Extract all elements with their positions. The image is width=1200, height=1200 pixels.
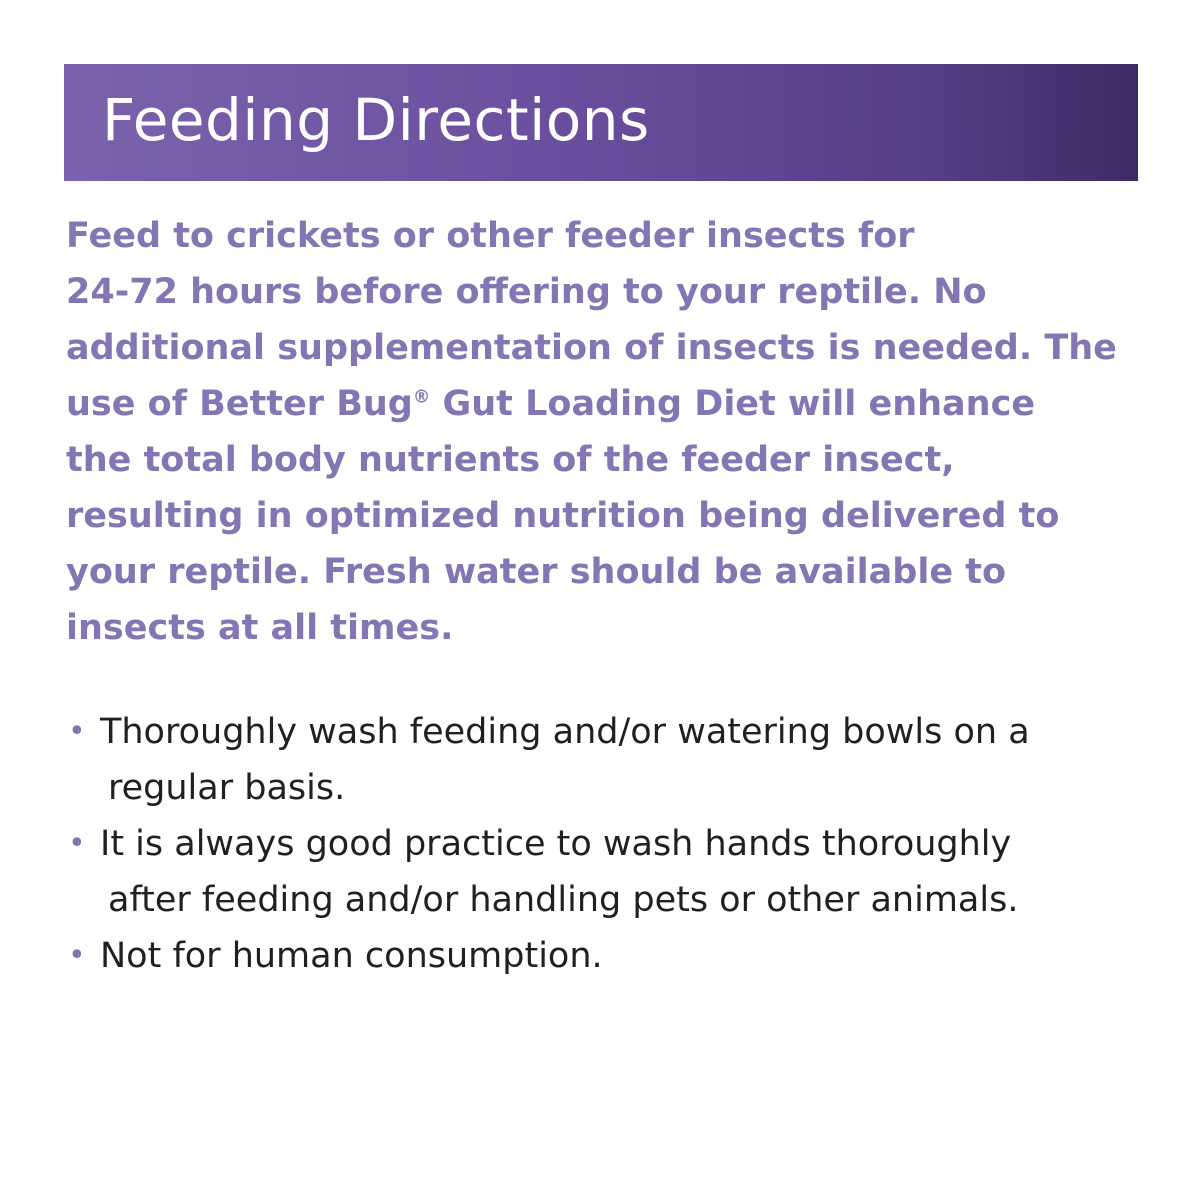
list-item — [66, 816, 1156, 928]
intro-line: your reptile. Fresh water should be available to — [66, 552, 1007, 592]
intro-line: Feed to crickets or other feeder insects for — [66, 216, 915, 256]
precautions-list — [66, 704, 1156, 984]
bullet-icon: • — [68, 938, 86, 973]
list-item — [66, 928, 1156, 984]
list-item-text: regular basis. — [108, 768, 346, 808]
list-item-text: It is always good practice to wash hands thoroughly — [100, 824, 1012, 864]
intro-line: the total body nutrients of the feeder insect, — [66, 440, 955, 480]
list-item-text: Not for human consumption. — [100, 936, 603, 976]
list-item-text: after feeding and/or handling pets or other animals. — [108, 880, 1019, 920]
bullet-icon: • — [68, 714, 86, 749]
list-item-text: Thoroughly wash feeding and/or watering bowls on a — [100, 712, 1030, 752]
page-title: Feeding Directions — [102, 86, 650, 154]
list-item — [66, 704, 1156, 816]
intro-line — [66, 376, 1146, 432]
header-banner — [64, 64, 1138, 181]
bullet-icon: • — [68, 826, 86, 861]
intro-line: resulting in optimized nutrition being delivered to — [66, 496, 1060, 536]
intro-line: insects at all times. — [66, 608, 454, 648]
registered-mark: ® — [412, 387, 431, 408]
intro-line: 24-72 hours before offering to your reptile. No — [66, 272, 987, 312]
intro-paragraph — [66, 208, 1146, 656]
intro-line: additional supplementation of insects is needed. The — [66, 328, 1117, 368]
intro-text: Gut Loading Diet will enhance — [430, 384, 1036, 424]
intro-text: use of Better Bug — [66, 384, 413, 424]
